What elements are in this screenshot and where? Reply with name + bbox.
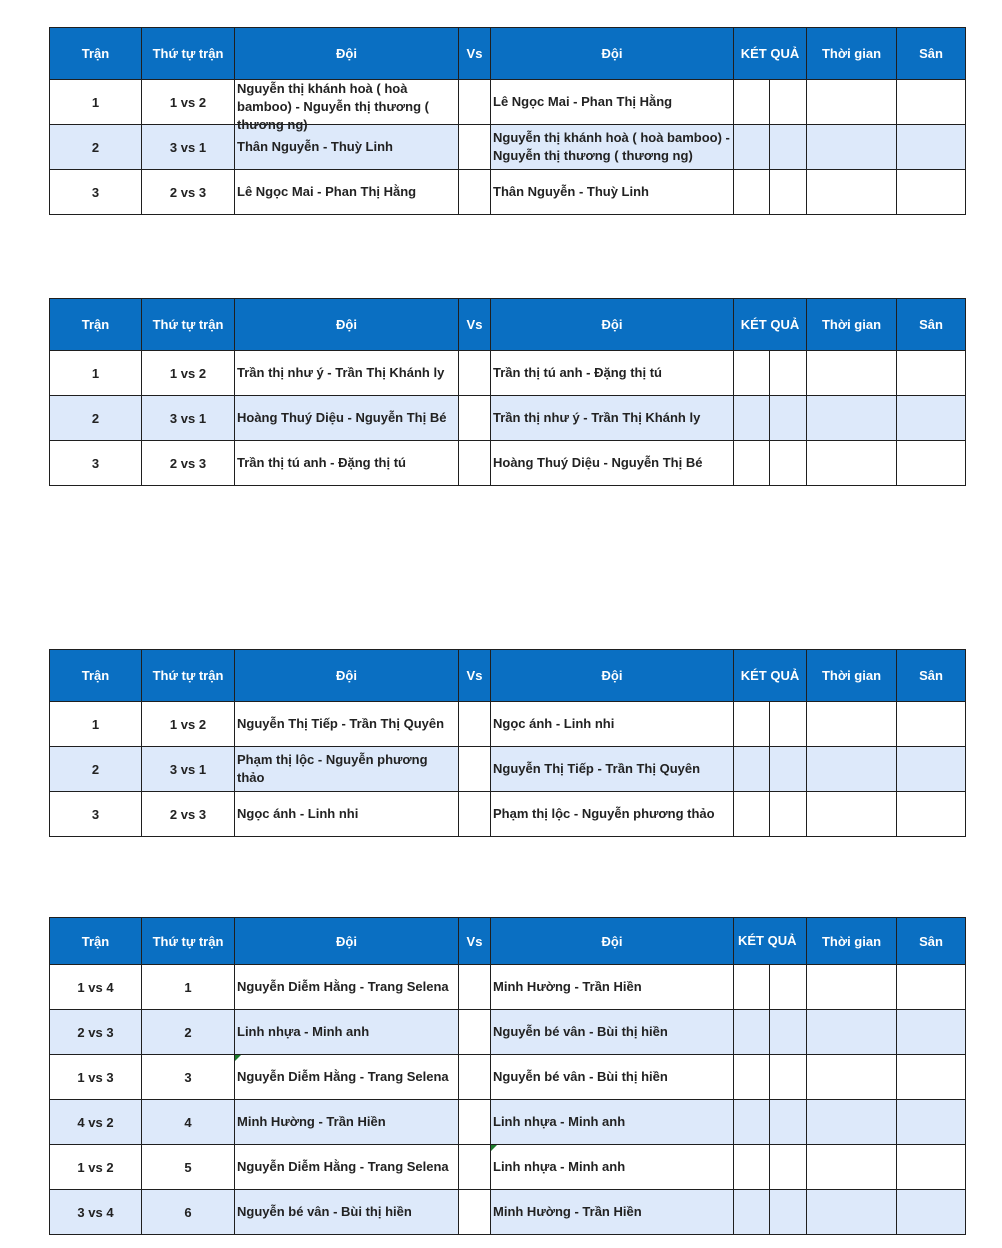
team-1	[235, 1100, 459, 1145]
team-2	[491, 965, 734, 1010]
team-2	[491, 792, 734, 837]
team-1-text: Ngọc ánh - Linh nhi	[237, 806, 359, 821]
team-2-text: Hoàng Thuý Diệu - Nguyễn Thị Bé	[493, 455, 703, 470]
court-cell[interactable]	[897, 1100, 966, 1145]
court-cell[interactable]	[897, 965, 966, 1010]
header-thoi-gian: Thời gian	[807, 299, 897, 351]
time-cell[interactable]	[807, 1145, 897, 1190]
table-row	[50, 792, 966, 837]
team-1-text: Minh Hường - Trần Hiền	[237, 1114, 386, 1129]
result-score-1[interactable]	[734, 441, 770, 486]
header-ket-qua: KÉT QUẢ	[734, 650, 807, 702]
team-2	[491, 80, 734, 125]
court-cell[interactable]	[897, 792, 966, 837]
team-2-text: Linh nhựa - Minh anh	[493, 1159, 626, 1174]
result-score-2[interactable]	[770, 1055, 807, 1100]
header-tran: Trận	[50, 299, 142, 351]
vs-cell[interactable]	[459, 125, 491, 170]
header-doi-2: Đội	[491, 299, 734, 351]
time-cell[interactable]	[807, 80, 897, 125]
result-score-2[interactable]	[770, 1100, 807, 1145]
court-cell[interactable]	[897, 80, 966, 125]
court-cell[interactable]	[897, 125, 966, 170]
match-number: 1	[50, 702, 142, 747]
team-1	[235, 1010, 459, 1055]
team-1-text: Hoàng Thuý Diệu - Nguyễn Thị Bé	[237, 410, 447, 425]
match-order: 2 vs 3	[142, 170, 235, 215]
table-row	[50, 702, 966, 747]
result-score-2[interactable]	[770, 396, 807, 441]
time-cell[interactable]	[807, 125, 897, 170]
time-cell[interactable]	[807, 170, 897, 215]
team-2-text: Thân Nguyễn - Thuỳ Linh	[493, 184, 649, 199]
vs-cell[interactable]	[459, 747, 491, 792]
match-number: 2	[50, 125, 142, 170]
vs-cell[interactable]	[459, 792, 491, 837]
match-order: 4	[142, 1100, 235, 1145]
header-doi-1: Đội	[235, 918, 459, 965]
court-cell[interactable]	[897, 396, 966, 441]
team-2	[491, 1055, 734, 1100]
result-score-1[interactable]	[734, 965, 770, 1010]
table-row	[50, 396, 966, 441]
match-order: 2	[142, 1010, 235, 1055]
header-doi-1: Đội	[235, 299, 459, 351]
team-2	[491, 1010, 734, 1055]
court-cell[interactable]	[897, 441, 966, 486]
header-san: Sân	[897, 299, 966, 351]
match-number: 1 vs 2	[50, 1145, 142, 1190]
schedule-table-3	[49, 649, 966, 837]
court-cell[interactable]	[897, 351, 966, 396]
team-1-text: Nguyễn thị khánh hoà ( hoà bamboo) - Nguyễn thị thương ( thương ng)	[237, 81, 429, 132]
result-score-1[interactable]	[734, 1100, 770, 1145]
result-score-1[interactable]	[734, 396, 770, 441]
match-order: 1 vs 2	[142, 702, 235, 747]
team-2-text: Trần thị như ý - Trần Thị Khánh ly	[493, 410, 701, 425]
time-cell[interactable]	[807, 747, 897, 792]
table-row	[50, 351, 966, 396]
result-score-2[interactable]	[770, 747, 807, 792]
match-order: 1	[142, 965, 235, 1010]
header-thu-tu-tran: Thứ tự trận	[142, 28, 235, 80]
vs-cell[interactable]	[459, 702, 491, 747]
team-2	[491, 747, 734, 792]
result-score-1[interactable]	[734, 351, 770, 396]
team-2	[491, 1145, 734, 1190]
team-2-text: Minh Hường - Trần Hiền	[493, 1204, 642, 1219]
time-cell[interactable]	[807, 792, 897, 837]
team-1	[235, 1190, 459, 1235]
team-1	[235, 702, 459, 747]
table-row	[50, 80, 966, 125]
team-2-text: Nguyễn bé vân - Bùi thị hiền	[493, 1069, 668, 1084]
match-number: 1 vs 4	[50, 965, 142, 1010]
team-1	[235, 1055, 459, 1100]
result-score-1[interactable]	[734, 80, 770, 125]
result-score-2[interactable]	[770, 792, 807, 837]
vs-cell[interactable]	[459, 1145, 491, 1190]
result-score-2[interactable]	[770, 351, 807, 396]
result-score-1[interactable]	[734, 125, 770, 170]
match-order: 6	[142, 1190, 235, 1235]
vs-cell[interactable]	[459, 1055, 491, 1100]
team-1-text: Thân Nguyễn - Thuỳ Linh	[237, 139, 393, 154]
team-1-text: Lê Ngọc Mai - Phan Thị Hằng	[237, 184, 417, 199]
team-1	[235, 747, 459, 792]
team-1	[235, 80, 459, 132]
header-doi-2: Đội	[491, 650, 734, 702]
team-2	[491, 702, 734, 747]
vs-cell[interactable]	[459, 1010, 491, 1055]
match-order: 1 vs 2	[142, 80, 235, 125]
vs-cell[interactable]	[459, 396, 491, 441]
header-thu-tu-tran: Thứ tự trận	[142, 299, 235, 351]
team-2-text: Ngọc ánh - Linh nhi	[493, 716, 615, 731]
header-ket-qua: KÉT QUẢ	[734, 299, 807, 351]
header-san: Sân	[897, 28, 966, 80]
team-1-text: Trần thị tú anh - Đặng thị tú	[237, 455, 406, 470]
court-cell[interactable]	[897, 1010, 966, 1055]
header-doi-2: Đội	[491, 918, 734, 965]
match-number: 2	[50, 396, 142, 441]
court-cell[interactable]	[897, 1145, 966, 1190]
vs-cell[interactable]	[459, 351, 491, 396]
match-number: 3	[50, 792, 142, 837]
header-vs: Vs	[459, 28, 491, 80]
header-doi-1: Đội	[235, 650, 459, 702]
vs-cell[interactable]	[459, 170, 491, 215]
time-cell[interactable]	[807, 351, 897, 396]
team-1	[235, 792, 459, 837]
team-1	[235, 351, 459, 396]
court-cell[interactable]	[897, 1190, 966, 1235]
team-1-text: Phạm thị lộc - Nguyễn phương thảo	[237, 752, 428, 785]
match-number: 2 vs 3	[50, 1010, 142, 1055]
header-vs: Vs	[459, 650, 491, 702]
result-score-2[interactable]	[770, 965, 807, 1010]
result-score-1[interactable]	[734, 1055, 770, 1100]
schedule-table-4	[49, 917, 966, 1235]
result-score-1[interactable]	[734, 1190, 770, 1235]
schedule-table-2	[49, 298, 966, 486]
team-1	[235, 170, 459, 215]
vs-cell[interactable]	[459, 1100, 491, 1145]
result-score-2[interactable]	[770, 125, 807, 170]
team-1-text: Nguyễn Diễm Hằng - Trang Selena	[237, 1159, 449, 1174]
result-score-2[interactable]	[770, 441, 807, 486]
team-2-text: Linh nhựa - Minh anh	[493, 1114, 626, 1129]
header-tran: Trận	[50, 918, 142, 965]
time-cell[interactable]	[807, 1190, 897, 1235]
header-ket-qua: KÉT QUẢ	[734, 918, 807, 965]
table-row	[50, 747, 966, 792]
result-score-2[interactable]	[770, 702, 807, 747]
header-thu-tu-tran: Thứ tự trận	[142, 918, 235, 965]
header-doi-1: Đội	[235, 28, 459, 80]
result-score-1[interactable]	[734, 1010, 770, 1055]
team-2	[491, 1100, 734, 1145]
team-1	[235, 1145, 459, 1190]
result-score-1[interactable]	[734, 702, 770, 747]
header-san: Sân	[897, 650, 966, 702]
time-cell[interactable]	[807, 441, 897, 486]
header-thoi-gian: Thời gian	[807, 650, 897, 702]
team-1-text: Nguyễn Diễm Hằng - Trang Selena	[237, 1069, 449, 1084]
time-cell[interactable]	[807, 1055, 897, 1100]
team-2	[491, 441, 734, 486]
table-row	[50, 170, 966, 215]
time-cell[interactable]	[807, 965, 897, 1010]
team-1-text: Trần thị như ý - Trần Thị Khánh ly	[237, 365, 445, 380]
header-san: Sân	[897, 918, 966, 965]
court-cell[interactable]	[897, 747, 966, 792]
match-number: 2	[50, 747, 142, 792]
team-2-text: Nguyễn thị khánh hoà ( hoà bamboo) - Nguyễn thị thương ( thương ng)	[493, 130, 730, 163]
time-cell[interactable]	[807, 396, 897, 441]
vs-cell[interactable]	[459, 965, 491, 1010]
header-thu-tu-tran: Thứ tự trận	[142, 650, 235, 702]
table-row	[50, 1145, 966, 1190]
match-order: 3 vs 1	[142, 747, 235, 792]
result-score-2[interactable]	[770, 1145, 807, 1190]
match-number: 1	[50, 80, 142, 125]
table-row	[50, 1100, 966, 1145]
header-doi-2: Đội	[491, 28, 734, 80]
match-number: 3	[50, 441, 142, 486]
header-row	[50, 650, 966, 702]
court-cell[interactable]	[897, 1055, 966, 1100]
match-order: 2 vs 3	[142, 441, 235, 486]
table-row	[50, 1055, 966, 1100]
header-row	[50, 28, 966, 80]
match-order: 3 vs 1	[142, 125, 235, 170]
team-2-text: Lê Ngọc Mai - Phan Thị Hằng	[493, 94, 673, 109]
team-1	[235, 441, 459, 486]
result-score-2[interactable]	[770, 1010, 807, 1055]
result-score-2[interactable]	[770, 1190, 807, 1235]
vs-cell[interactable]	[459, 80, 491, 125]
match-order: 2 vs 3	[142, 792, 235, 837]
header-tran: Trận	[50, 28, 142, 80]
table-row	[50, 965, 966, 1010]
team-2-text: Nguyễn bé vân - Bùi thị hiền	[493, 1024, 668, 1039]
team-2-text: Phạm thị lộc - Nguyễn phương thảo	[493, 806, 715, 821]
result-score-1[interactable]	[734, 170, 770, 215]
court-cell[interactable]	[897, 702, 966, 747]
team-2	[491, 125, 734, 170]
team-1-text: Nguyễn Thị Tiếp - Trần Thị Quyên	[237, 716, 445, 731]
match-order: 3 vs 1	[142, 396, 235, 441]
header-tran: Trận	[50, 650, 142, 702]
result-score-1[interactable]	[734, 792, 770, 837]
schedule-table-1	[49, 27, 966, 215]
header-vs: Vs	[459, 918, 491, 965]
match-order: 1 vs 2	[142, 351, 235, 396]
result-score-2[interactable]	[770, 170, 807, 215]
court-cell[interactable]	[897, 170, 966, 215]
match-order: 5	[142, 1145, 235, 1190]
table-row	[50, 1190, 966, 1235]
vs-cell[interactable]	[459, 441, 491, 486]
match-number: 1	[50, 351, 142, 396]
result-score-1[interactable]	[734, 1145, 770, 1190]
team-2	[491, 1190, 734, 1235]
result-score-2[interactable]	[770, 80, 807, 125]
team-2	[491, 351, 734, 396]
table-row	[50, 125, 966, 170]
match-number: 3 vs 4	[50, 1190, 142, 1235]
match-number: 1 vs 3	[50, 1055, 142, 1100]
time-cell[interactable]	[807, 1100, 897, 1145]
match-number: 4 vs 2	[50, 1100, 142, 1145]
match-order: 3	[142, 1055, 235, 1100]
table-row	[50, 1010, 966, 1055]
result-score-1[interactable]	[734, 747, 770, 792]
team-1-text: Linh nhựa - Minh anh	[237, 1024, 370, 1039]
vs-cell[interactable]	[459, 1190, 491, 1235]
team-2-text: Nguyễn Thị Tiếp - Trần Thị Quyên	[493, 761, 701, 776]
team-2-text: Minh Hường - Trần Hiền	[493, 979, 642, 994]
header-row	[50, 299, 966, 351]
team-2	[491, 396, 734, 441]
team-1	[235, 396, 459, 441]
team-2	[491, 170, 734, 215]
team-1-text: Nguyễn Diễm Hằng - Trang Selena	[237, 979, 449, 994]
header-row	[50, 918, 966, 965]
table-row	[50, 441, 966, 486]
header-thoi-gian: Thời gian	[807, 918, 897, 965]
team-1	[235, 965, 459, 1010]
header-thoi-gian: Thời gian	[807, 28, 897, 80]
match-number: 3	[50, 170, 142, 215]
header-vs: Vs	[459, 299, 491, 351]
team-1-text: Nguyễn bé vân - Bùi thị hiền	[237, 1204, 412, 1219]
time-cell[interactable]	[807, 702, 897, 747]
header-ket-qua: KÉT QUẢ	[734, 28, 807, 80]
time-cell[interactable]	[807, 1010, 897, 1055]
team-2-text: Trần thị tú anh - Đặng thị tú	[493, 365, 662, 380]
